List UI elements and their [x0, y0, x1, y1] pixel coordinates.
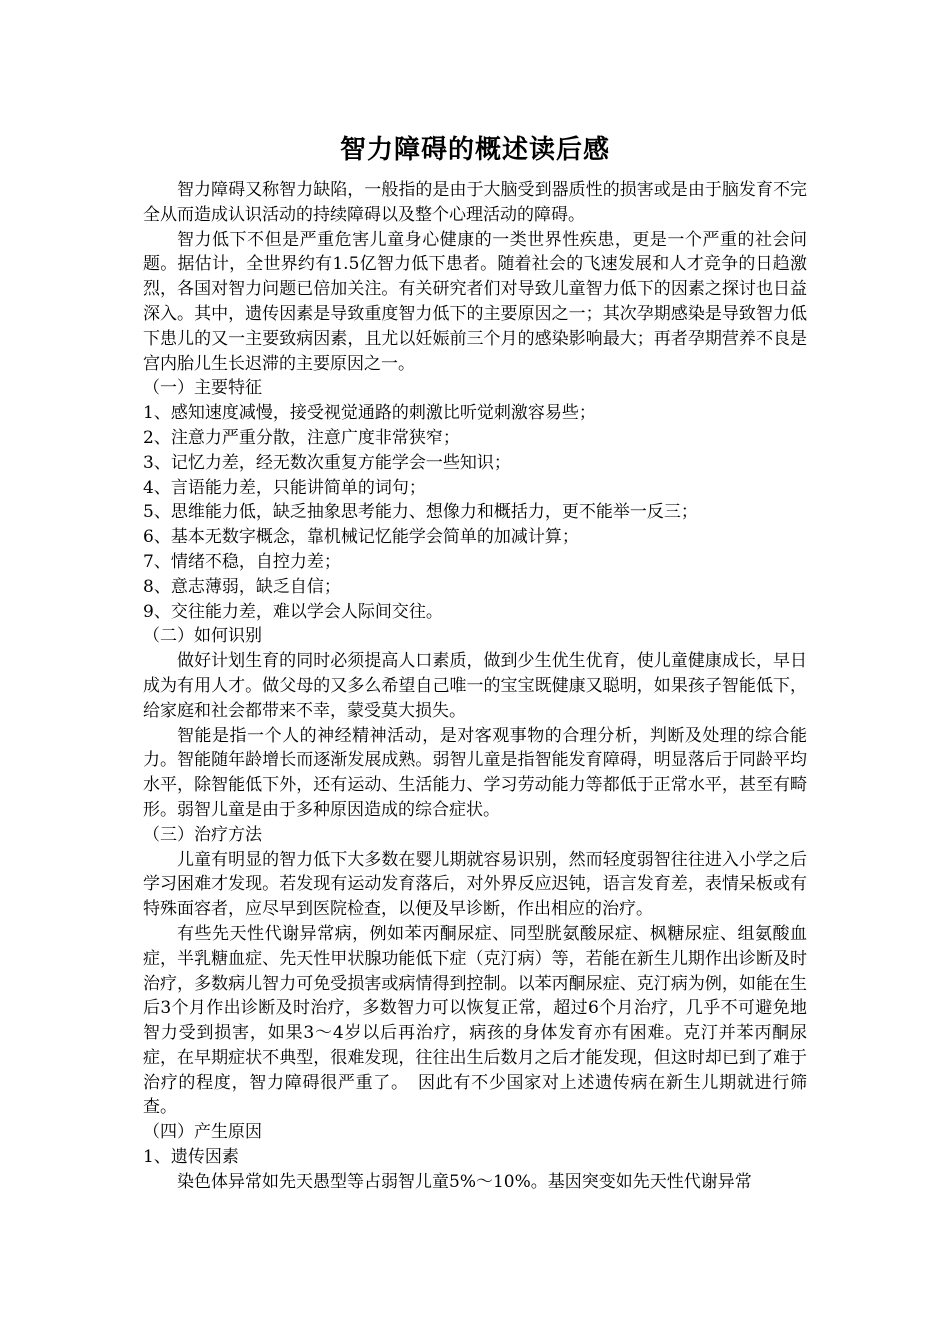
feature-item-1: 1、感知速度减慢，接受视觉通路的刺激比听觉刺激容易些； — [143, 403, 596, 424]
section-heading-identify: （二）如何识别 — [143, 626, 262, 647]
treatment-paragraph-2: 有些先天性代谢异常病，例如苯丙酮尿症、同型胱氨酸尿症、枫糖尿症、组氨酸血症，半乳糖血症、先天性甲状腺功能低下症（克汀病）等，若能在新生儿期作出诊断及时治疗，多数病儿智力可免受损害或病情得到控制。以苯丙酮尿症、克汀病为例，如能在生后3个月作出诊断及时治疗，多数智力可以恢复正常，超过6个月治疗，几乎不可避免地智力受到损害，如果3～4岁以后再治疗，病孩的身体发育亦有困难。克汀并苯丙酮尿症，在早期症状不典型，很难发现，往往出生后数月之后才能发现，但这时却已到了难于治疗的程度，智力障碍很严重了。 因此有不少国家对上述遗传病在新生儿期就进行筛查。 — [143, 923, 807, 1118]
feature-item-8: 8、意志薄弱，缺乏自信； — [143, 576, 341, 597]
feature-item-7: 7、情绪不稳，自控力差； — [143, 551, 341, 572]
feature-item-5: 5、思维能力低，缺乏抽象思考能力、想像力和概括力，更不能举一反三； — [143, 502, 698, 523]
causes-paragraph-1: 染色体异常如先天愚型等占弱智儿童5%～10%。基因突变如先天性代谢异常 — [177, 1171, 752, 1192]
feature-item-3: 3、记忆力差，经无数次重复方能学会一些知识； — [143, 452, 511, 473]
identify-paragraph-2: 智能是指一个人的神经精神活动，是对客观事物的合理分析，判断及处理的综合能力。智能随年龄增长而逐渐发展成熟。弱智儿童是指智能发育障碍，明显落后于同龄平均水平，除智能低下外，还有运动、生活能力、学习劳动能力等都低于正常水平，甚至有畸形。弱智儿童是由于多种原因造成的综合症状。 — [143, 725, 807, 820]
section-heading-treatment: （三）治疗方法 — [143, 824, 262, 845]
section-heading-causes: （四）产生原因 — [143, 1122, 262, 1143]
identify-paragraph-1: 做好计划生育的同时必须提高人口素质，做到少生优生优育，使儿童健康成长，早日成为有用人才。做父母的又多么希望自己唯一的宝宝既健康又聪明，如果孩子智能低下，给家庭和社会都带来不幸，蒙受莫大损失。 — [143, 651, 807, 721]
feature-item-2: 2、注意力严重分散，注意广度非常狭窄； — [143, 427, 460, 448]
feature-item-6: 6、基本无数字概念，靠机械记忆能学会简单的加减计算； — [143, 527, 579, 548]
document-title: 智力障碍的概述读后感 — [339, 135, 610, 165]
section-heading-features: （一）主要特征 — [143, 378, 262, 399]
treatment-paragraph-1: 儿童有明显的智力低下大多数在婴儿期就容易识别，然而轻度弱智往往进入小学之后学习困难才发现。若发现有运动发育落后，对外界反应迟钝，语言发育差，表情呆板或有特殊面容者，应尽早到医院检查，以便及早诊断，作出相应的治疗。 — [143, 849, 807, 920]
feature-item-4: 4、言语能力差，只能讲简单的词句； — [143, 477, 426, 498]
causes-subheading-genetic: 1、遗传因素 — [143, 1147, 239, 1168]
intro-paragraph-1: 智力障碍又称智力缺陷，一般指的是由于大脑受到器质性的损害或是由于脑发育不完全从而造成认识活动的持续障碍以及整个心理活动的障碍。 — [143, 180, 807, 225]
intro-paragraph-2: 智力低下不但是严重危害儿童身心健康的一类世界性疾患，更是一个严重的社会问题。据估计，全世界约有1.5亿智力低下患者。随着社会的飞速发展和人才竞争的日趋激烈，各国对智力问题已倍加关注。有关研究者们对导致儿童智力低下的因素之探讨也日益深入。其中，遗传因素是导致重度智力低下的主要原因之一；其次孕期感染是导致智力低下患儿的又一主要致病因素，且尤以妊娠前三个月的感染影响最大；再者孕期营养不良是宫内胎儿生长迟滞的主要原因之一。 — [143, 229, 807, 374]
document-body — [143, 128, 807, 1195]
feature-item-9: 9、交往能力差，难以学会人际间交往。 — [143, 601, 443, 622]
